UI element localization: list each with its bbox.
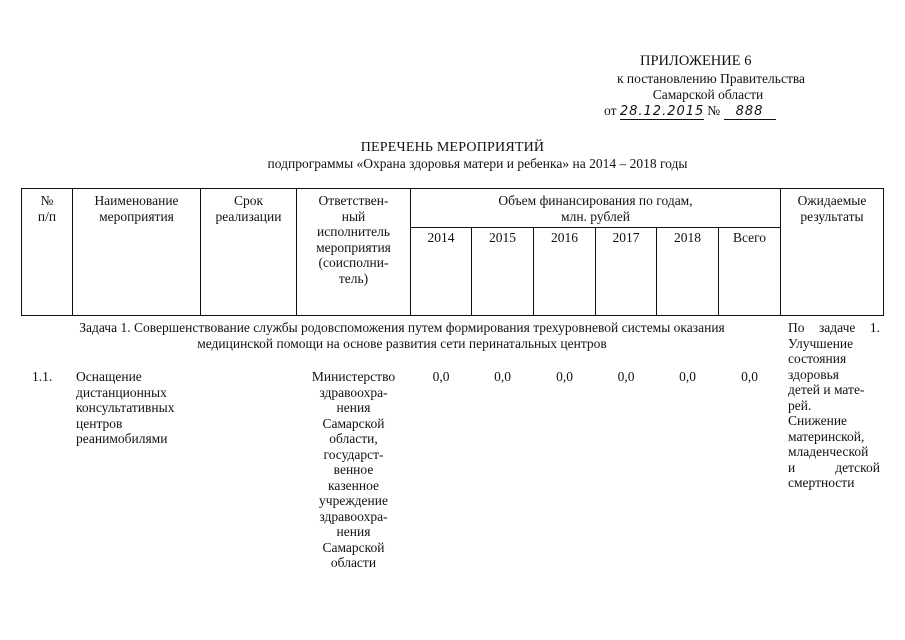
decree-date: 28.12.2015 xyxy=(619,104,705,119)
row-value-2014: 0,0 xyxy=(432,369,450,384)
row-value-total: 0,0 xyxy=(741,369,758,384)
row-value-2016: 0,0 xyxy=(556,369,573,384)
task-heading: Задача 1. Совершенствование службы родовспоможения путем формирования трехуровневой системы оказания медицинской помощи на основе развития сети перинатальных центров xyxy=(79,320,725,351)
region-name: Самарской области xyxy=(652,87,764,102)
col-header-year-2017: 2017 xyxy=(612,230,640,245)
col-header-year-2016: 2016 xyxy=(551,230,578,245)
document-subtitle: подпрограммы «Охрана здоровья матери и ребенка» на 2014 – 2018 годы xyxy=(267,156,688,171)
from-label: от xyxy=(604,103,617,118)
row-value-2018: 0,0 xyxy=(679,369,696,384)
col-header-year-2018: 2018 xyxy=(674,230,701,245)
decree-reference: к постановлению Правительства xyxy=(616,71,806,86)
col-header-term: Срок реализации xyxy=(215,193,282,224)
row-number: 1.1. xyxy=(32,369,53,384)
col-header-funding: Объем финансирования по годам, млн. рублей xyxy=(498,193,693,224)
col-header-responsible: Ответствен- ный исполнитель мероприятия (соисполни- тель) xyxy=(316,193,391,286)
decree-dateline xyxy=(604,103,834,120)
col-header-results: Ожидаемые результаты xyxy=(797,193,867,224)
row-value-2017: 0,0 xyxy=(617,369,635,384)
row-responsible: Министерство здравоохра- нения Самарской области, государст- венное казенное учреждение здравоохра- нения Самарской области xyxy=(311,369,396,570)
col-header-year-2015: 2015 xyxy=(489,230,516,245)
row-measure-name: Оснащение дистанционных консультативных центров реанимобилями xyxy=(76,369,175,446)
row-value-2015: 0,0 xyxy=(494,369,511,384)
col-header-number: № п/п xyxy=(37,193,57,224)
decree-number: 888 xyxy=(724,104,776,120)
row-expected-results: По задаче 1. Улучшение состояния здоровья детей и мате- рей. Снижение материнской, младенческой и детской смертности xyxy=(788,320,880,490)
col-header-total: Всего xyxy=(732,230,767,245)
appendix-label: ПРИЛОЖЕНИЕ 6 xyxy=(640,53,752,69)
col-header-year-2014: 2014 xyxy=(427,230,455,245)
document-title: ПЕРЕЧЕНЬ МЕРОПРИЯТИЙ xyxy=(360,140,545,155)
number-label: № xyxy=(707,103,721,118)
col-header-name: Наименование мероприятия xyxy=(94,193,179,224)
